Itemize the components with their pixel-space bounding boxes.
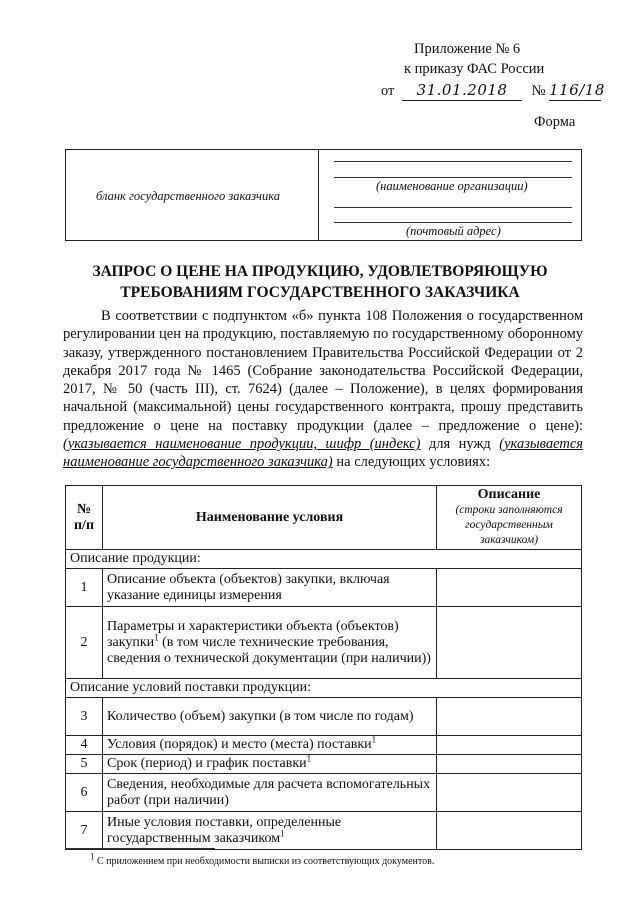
table-row	[66, 569, 582, 607]
footnote-divider	[65, 848, 215, 849]
row-description-cell[interactable]	[437, 736, 582, 755]
conditions-table	[65, 485, 582, 850]
product-placeholder: (указывается наименование продукции, шифр (индекс)	[63, 436, 421, 453]
order-date: 31.01.2018	[402, 80, 522, 101]
footnote-ref: 1	[280, 827, 285, 838]
conditions-intro: на следующих условиях:	[336, 454, 491, 471]
title-line-1: ЗАПРОС О ЦЕНЕ НА ПРОДУКЦИЮ, УДОВЛЕТВОРЯЮЩУЮ	[92, 263, 548, 280]
description-note: (строки заполняются государственным заказчиком)	[455, 504, 563, 546]
table-row	[66, 774, 582, 812]
table-row	[66, 755, 582, 774]
row-condition	[103, 812, 437, 850]
row-condition	[103, 755, 437, 774]
customer-blank-cell	[66, 150, 319, 240]
date-prefix: от	[381, 83, 395, 99]
row-condition: Описание объекта (объектов) закупки, включая указание единицы измерения	[103, 569, 437, 607]
request-paragraph	[63, 307, 583, 472]
row-condition	[103, 736, 437, 755]
postal-address-line	[334, 207, 572, 208]
order-number: 116/18	[549, 81, 605, 99]
row-description-cell[interactable]	[437, 569, 582, 607]
customer-placeholder: (указывается наименование государственного заказчика)	[63, 436, 584, 471]
footnote-ref: 1	[306, 753, 312, 764]
row-number: 4	[66, 736, 103, 755]
section-delivery: Описание условий поставки продукции:	[66, 679, 582, 698]
row-description-cell[interactable]	[437, 698, 582, 736]
row-description-cell[interactable]	[437, 774, 582, 812]
section-product: Описание продукции:	[66, 550, 582, 569]
description-title: Описание	[477, 487, 541, 502]
row-description-cell[interactable]	[437, 607, 582, 679]
number-prefix: №	[531, 83, 546, 99]
row-condition-text: Условия (порядок) и место (места) поставки	[107, 737, 372, 752]
row-number: 6	[66, 774, 103, 812]
col-condition-header: Наименование условия	[103, 486, 437, 550]
for-needs-text: для нужд	[428, 436, 491, 453]
footnote-ref: 1	[371, 734, 377, 745]
document-title	[40, 261, 600, 303]
section-row	[66, 679, 582, 698]
order-date-line	[381, 80, 605, 101]
section-row	[66, 550, 582, 569]
row-number: 3	[66, 698, 103, 736]
col-description-header	[437, 486, 582, 550]
customer-blank-box	[65, 149, 582, 241]
postal-address-line	[334, 222, 572, 223]
row-condition-text: Иные условия поставки, определенные государственным заказчиком	[107, 814, 342, 846]
org-name-line	[334, 177, 572, 178]
table-row	[66, 698, 582, 736]
footnote-text: С приложением при необходимости выписки из соответствующих документов.	[97, 856, 435, 867]
row-number: 5	[66, 755, 103, 774]
row-condition-text: Срок (период) и график поставки	[107, 756, 307, 771]
footnote-ref: 1	[154, 631, 159, 642]
row-condition-note: (в том числе технические требования, сведения о технической документации (при наличии))	[107, 634, 431, 666]
customer-blank-label: бланк государственного заказчика	[96, 189, 281, 203]
row-number: 7	[66, 812, 103, 850]
order-reference: к приказу ФАС России	[404, 61, 545, 77]
col-number-header: № п/п	[66, 486, 103, 550]
form-label: Форма	[534, 114, 576, 130]
postal-address-caption: (почтовый адрес)	[406, 224, 501, 238]
row-condition: Сведения, необходимые для расчета вспомогательных работ (при наличии)	[103, 774, 437, 812]
row-condition: Количество (объем) закупки (в том числе по годам)	[103, 698, 437, 736]
title-line-2: ТРЕБОВАНИЯМ ГОСУДАРСТВЕННОГО ЗАКАЗЧИКА	[120, 284, 520, 301]
row-number: 2	[66, 607, 103, 679]
request-text: В соответствии с подпунктом «б» пункта 108 Положения о государственном регулировании цен на продукцию, поставляемую по государственному оборонному заказу, утвержденного постановлением Правительства Российской Федерации от 2 декабря 2017 года № 1465 (Собрание законодательства Российской Федерации, 2017, № 50 (часть III), ст. 7624) (далее – Положение), в целях формирования начальной (максимальной) цены государственного контракта, прошу представить предложение о цене на поставку продукции (далее – предложение о цене):	[63, 308, 583, 434]
appendix-label: Приложение № 6	[414, 41, 521, 57]
row-number: 1	[66, 569, 103, 607]
row-condition	[103, 607, 437, 679]
row-condition-text: Параметры и характеристики объекта (объектов) закупки	[107, 618, 399, 650]
footnote-mark: 1	[90, 851, 95, 862]
row-description-cell[interactable]	[437, 755, 582, 774]
table-row	[66, 736, 582, 755]
org-name-line	[334, 161, 572, 162]
table-row	[66, 607, 582, 679]
org-name-caption: (наименование организации)	[376, 179, 528, 193]
footnote	[90, 851, 435, 867]
table-row	[66, 812, 582, 850]
table-header-row	[66, 486, 582, 550]
row-description-cell[interactable]	[437, 812, 582, 850]
